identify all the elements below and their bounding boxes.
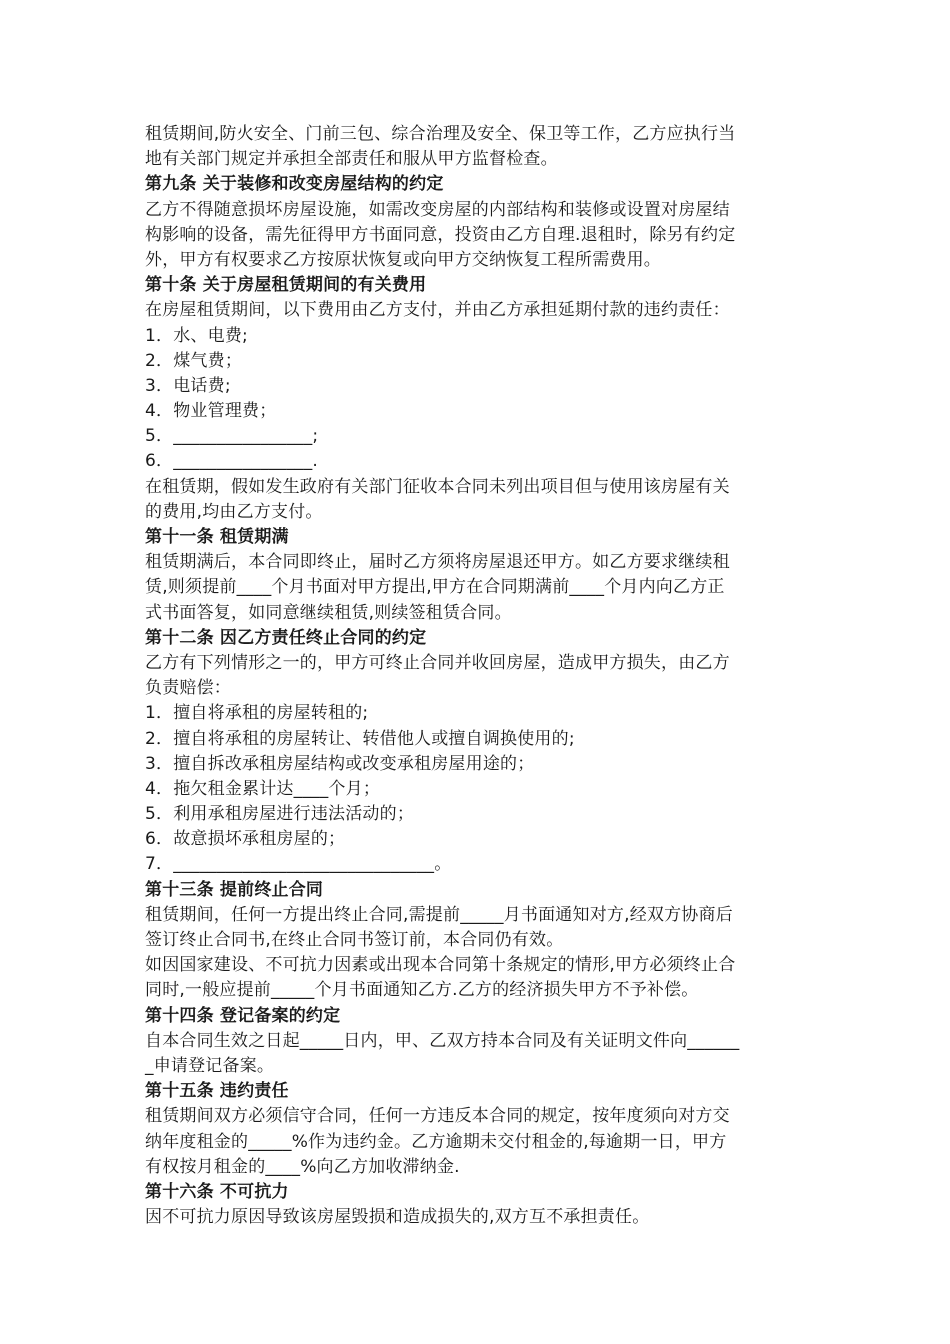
body-text-line: 1．擅自将承租的房屋转租的; <box>145 703 369 724</box>
section-heading: 第十五条 违约责任 <box>145 1081 289 1102</box>
body-text-line: 租赁期间,防火安全、门前三包、综合治理及安全、保卫等工作，乙方应执行当 <box>145 124 736 144</box>
section-heading: 第十二条 因乙方责任终止合同的约定 <box>145 627 427 648</box>
body-text-line: 同时,一般应提前_____个月书面通知乙方.乙方的经济损失甲方不予补偿。 <box>145 980 699 1001</box>
section-heading: 第十四条 登记备案的约定 <box>145 1005 341 1026</box>
body-text-line: 4．拖欠租金累计达____个月； <box>145 778 381 799</box>
body-text-line: 外，甲方有权要求乙方按原状恢复或向甲方交纳恢复工程所需费用。 <box>145 249 661 270</box>
section-heading: 第十一条 租赁期满 <box>145 527 289 547</box>
body-text-line: 7．______________________________。 <box>145 854 452 875</box>
body-text-line: 2．擅自将承租的房屋转让、转借他人或擅自调换使用的; <box>145 728 575 749</box>
section-heading: 第十六条 不可抗力 <box>145 1181 289 1202</box>
body-text-line: 租赁期间，任何一方提出终止合同,需提前_____月书面通知对方,经双方协商后 <box>145 904 733 925</box>
body-text-line: 的费用,均由乙方支付。 <box>145 501 323 522</box>
body-text-line: 4．物业管理费； <box>145 401 277 422</box>
body-text-line: 5．________________; <box>145 426 319 447</box>
section-heading: 第十条 关于房屋租赁期间的有关费用 <box>145 275 427 296</box>
body-text-line: 如因国家建设、不可抗力因素或出现本合同第十条规定的情形,甲方必须终止合 <box>145 955 736 976</box>
body-text-line: 5．利用承租房屋进行违法活动的； <box>145 804 415 825</box>
body-text-line: 地有关部门规定并承担全部责任和服从甲方监督检查。 <box>145 149 558 170</box>
body-text-line: 自本合同生效之日起_____日内，甲、乙双方持本合同及有关证明文件向______ <box>145 1030 740 1051</box>
section-heading: 第十三条 提前终止合同 <box>145 879 324 900</box>
body-text-line: 在租赁期，假如发生政府有关部门征收本合同未列出项目但与使用该房屋有关 <box>145 476 730 497</box>
body-text-line: 6．故意损坏承租房屋的； <box>145 829 346 850</box>
body-text-line: 2．煤气费； <box>145 350 243 371</box>
body-text-line: 赁,则须提前____个月书面对甲方提出,甲方在合同期满前____个月内向乙方正 <box>145 577 725 598</box>
body-text-line: 1．水、电费; <box>145 325 248 346</box>
body-text-line: 3．电话费; <box>145 375 231 396</box>
body-text-line: 6．________________. <box>145 451 319 472</box>
body-text-line: 因不可抗力原因导致该房屋毁损和造成损失的,双方互不承担责任。 <box>145 1207 650 1228</box>
body-text-line: 3．擅自拆改承租房屋结构或改变承租房屋用途的； <box>145 753 535 774</box>
body-text-line: 租赁期满后，本合同即终止，届时乙方须将房屋退还甲方。如乙方要求继续租 <box>145 552 730 573</box>
body-text-line: 签订终止合同书,在终止合同书签订前，本合同仍有效。 <box>145 930 564 950</box>
body-text-line: 在房屋租赁期间，以下费用由乙方支付，并由乙方承担延期付款的违约责任： <box>145 300 730 321</box>
body-text-line: _申请登记备案。 <box>145 1055 275 1076</box>
section-heading: 第九条 关于装修和改变房屋结构的约定 <box>145 174 444 195</box>
body-text-line: 乙方不得随意损坏房屋设施，如需改变房屋的内部结构和装修或设置对房屋结 <box>145 199 730 220</box>
body-text-line: 乙方有下列情形之一的，甲方可终止合同并收回房屋，造成甲方损失，由乙方 <box>145 652 730 673</box>
body-text-line: 有权按月租金的____%向乙方加收滞纳金. <box>145 1156 460 1177</box>
document-page <box>145 122 807 1230</box>
body-text-line: 负责赔偿： <box>145 678 231 699</box>
body-text-line: 式书面答复，如同意继续租赁,则续签租赁合同。 <box>145 602 512 623</box>
body-text-line: 纳年度租金的_____%作为违约金。乙方逾期未交付租金的,每逾期一日，甲方 <box>145 1131 727 1152</box>
body-text-line: 构影响的设备，需先征得甲方书面同意，投资由乙方自理.退租时，除另有约定 <box>145 224 736 245</box>
body-text-line: 租赁期间双方必须信守合同，任何一方违反本合同的规定，按年度须向对方交 <box>145 1106 730 1127</box>
